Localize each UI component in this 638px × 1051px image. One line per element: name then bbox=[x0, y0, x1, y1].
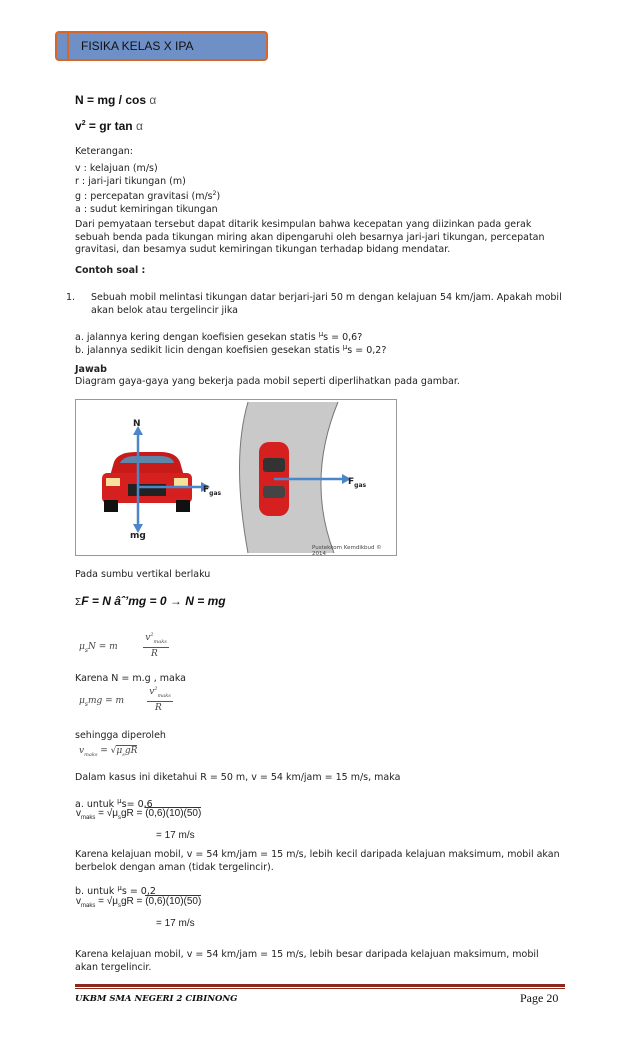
header-tab bbox=[55, 31, 268, 61]
kasus-line: Dalam kasus ini diketahui R = 50 m, v = 54 km/jam = 15 m/s, maka bbox=[75, 772, 401, 783]
keterangan-title: Keterangan: bbox=[75, 146, 133, 157]
option-a: a. jalannya kering dengan koefisien gesekan statis $^\mu$s = 0,6? bbox=[75, 330, 363, 344]
conclusion-a bbox=[75, 849, 565, 874]
calc-b: $v_{maks} = √\mu_sgR = (0,6)(10)(50)$ bbox=[76, 896, 202, 909]
fgas-left-label: $F_{gas}$ bbox=[203, 485, 222, 497]
formula-v-rest: = gr tan bbox=[85, 119, 136, 133]
keterangan-list bbox=[75, 163, 220, 216]
jawab-title: Jawab bbox=[75, 364, 107, 375]
car-front-icon bbox=[102, 452, 192, 512]
mu-symbol: μ bbox=[117, 884, 122, 892]
contoh-title: Contoh soal : bbox=[75, 265, 146, 276]
result-a: = 17 m/s bbox=[156, 830, 195, 841]
formula-v-sup: 2 bbox=[81, 120, 86, 127]
formula-n bbox=[75, 93, 156, 107]
conclusion-line: Karena kelajuan mobil, v = 54 km/jam = 15 m/s, lebih kecil daripada kelajuan maksimum, mobil akan bbox=[75, 849, 560, 860]
keterangan-line: g : percepatan gravitasi $(m/s^2)$ bbox=[75, 190, 221, 203]
question-line: akan belok atau tergelincir jika bbox=[91, 304, 238, 316]
alpha-symbol: α bbox=[135, 119, 143, 133]
mu-symbol: μ bbox=[318, 330, 324, 338]
conclusion-b bbox=[75, 949, 565, 974]
sigma-symbol: Σ bbox=[75, 597, 82, 608]
conclusion-line: akan tergelincir. bbox=[75, 961, 152, 973]
paragraph-line: gravitasi, dan besamya sudut kemiringan tikungan terhadap bidang mendatar. bbox=[75, 244, 451, 255]
alpha-symbol: α bbox=[149, 93, 157, 107]
conclusion-line: berbelok dengan aman (tidak tergelincir). bbox=[75, 861, 274, 873]
karena-line: Karena N = m.g , maka bbox=[75, 673, 186, 684]
jawab-line: Diagram gaya-gaya yang bekerja pada mobil seperti diperlihatkan pada gambar. bbox=[75, 376, 460, 387]
option-b: b. jalannya sedikit licin dengan koefisien gesekan statis $^\mu$s = 0,2? bbox=[75, 343, 387, 357]
formula-v-text: v bbox=[75, 119, 82, 133]
result-b: = 17 m/s bbox=[156, 918, 195, 929]
sehingga-line: sehingga diperoleh bbox=[75, 730, 166, 741]
untuk-b: b. untuk $^\mu$s = 0,2 bbox=[75, 884, 156, 898]
header-title: FISIKA KELAS X IPA bbox=[81, 39, 194, 53]
fgas-right-label: $F_{gas}$ bbox=[348, 477, 367, 489]
mg-label: mg bbox=[130, 531, 146, 541]
footer-rule-thick bbox=[75, 984, 565, 987]
paragraph-line: Dari pemyataan tersebut dapat ditarik kesimpulan bahwa kecepatan yang diizinkan pada gerak bbox=[75, 219, 532, 230]
vertical-intro: Pada sumbu vertikal berlaku bbox=[75, 569, 211, 580]
formula-n-text: N = mg / cos bbox=[75, 93, 150, 107]
formula-v2 bbox=[75, 119, 143, 133]
header-tab-divider bbox=[67, 33, 69, 59]
arrow-symbol: → bbox=[169, 594, 182, 608]
diagram-credit: Pustekkom Kemdikbud © 2014 bbox=[312, 545, 382, 557]
question-number: 1. bbox=[66, 292, 76, 303]
footer-school: UKBM SMA NEGERI 2 CIBINONG bbox=[75, 994, 238, 1004]
keterangan-line: v : kelajuan (m/s) bbox=[75, 163, 158, 174]
footer-rule-thin bbox=[75, 988, 565, 989]
page-number: Page 20 bbox=[520, 991, 559, 1005]
question-line: Sebuah mobil melintasi tikungan datar berjari-jari 50 m dengan kelajuan 54 km/jam. Apakah mobil bbox=[91, 292, 562, 303]
vertical-equation: ΣF = N âˆ’mg = 0 → N = mg bbox=[75, 594, 226, 608]
n-label: N bbox=[133, 419, 141, 429]
mu-symbol: μ bbox=[342, 343, 348, 351]
formula-vmaks: $v_{maks} = √\mu_sgR$ bbox=[79, 746, 138, 758]
conclusion-paragraph bbox=[75, 219, 565, 257]
paragraph-line: sebuah benda pada tikungan miring akan dipengaruhi oleh besarnya jari-jari tikungan, percepatan bbox=[75, 231, 545, 243]
mu-symbol: μ bbox=[117, 797, 122, 805]
keterangan-line: r : jari-jari tikungan (m) bbox=[75, 175, 186, 187]
keterangan-line: a : sudut kemiringan tikungan bbox=[75, 203, 218, 215]
calc-a: $v_{maks} = √\mu_sgR = (0,6)(10)(50)$ bbox=[76, 808, 202, 821]
force-diagram bbox=[75, 399, 397, 556]
untuk-a: a. untuk $^\mu$s= 0,6 bbox=[75, 797, 153, 811]
question-text bbox=[91, 292, 571, 317]
conclusion-line: Karena kelajuan mobil, v = 54 km/jam = 15 m/s, lebih besar daripada kelajuan maksimum, mobil bbox=[75, 949, 539, 960]
